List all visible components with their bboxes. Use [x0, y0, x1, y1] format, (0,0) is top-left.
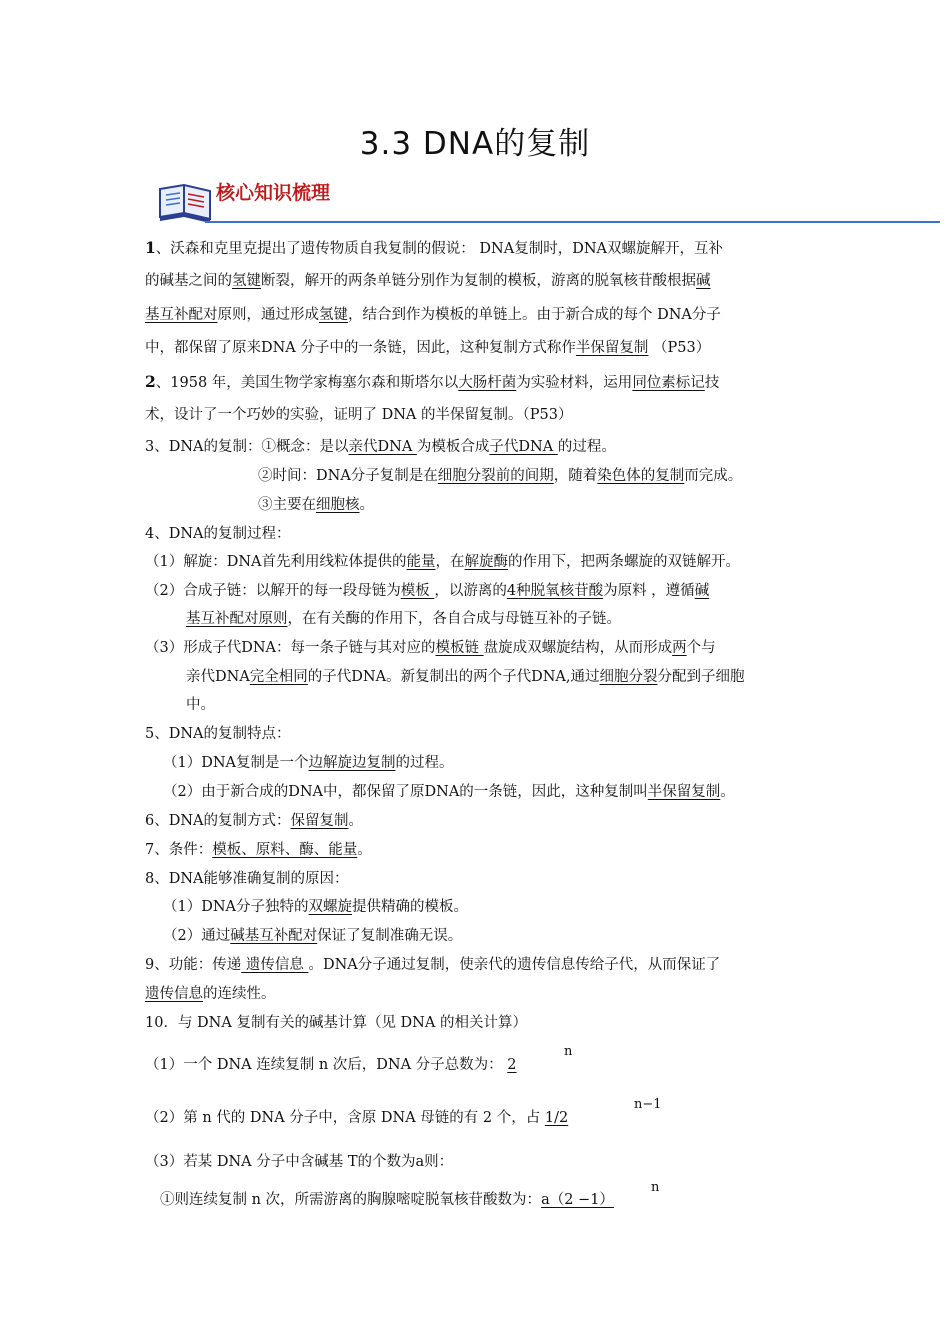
- p3-line-3: ③主要在细胞核。: [258, 497, 374, 513]
- p10-item-4-exponent: n: [651, 1180, 660, 1195]
- p8-item-2: （2）通过碱基互补配对保证了复制准确无误。: [163, 928, 463, 944]
- p8-heading: 8、DNA能够准确复制的原因：: [145, 871, 349, 887]
- p10-item-4: ①则连续复制 n 次，所需游离的胸腺嘧啶脱氧核苷酸数为：a（2 −1）: [160, 1192, 614, 1208]
- p10-item-1-exponent: n: [564, 1044, 573, 1059]
- p4-step-2-cont: 基互补配对原则，在有关酶的作用下，各自合成与母链互补的子链。: [186, 611, 621, 627]
- p2-line-2: 术，设计了一个巧妙的实验，证明了 DNA 的半保留复制。（P53）: [145, 407, 573, 423]
- p10-item-3: （3）若某 DNA 分子中含碱基 T的个数为a则：: [145, 1154, 454, 1170]
- p4-heading: 4、DNA的复制过程：: [145, 526, 291, 542]
- heading-rule: [205, 221, 940, 223]
- p1-line-1: 1、沃森和克里克提出了遗传物质自我复制的假说： DNA复制时，DNA双螺旋解开，互补: [145, 238, 723, 257]
- p1-line-4: 中，都保留了原来DNA 分子中的一条链，因此，这种复制方式称作半保留复制 （P53）: [145, 340, 711, 356]
- p9-line-1: 9、功能：传递 遗传信息 。DNA分子通过复制，使亲代的遗传信息传给子代，从而保证了: [145, 957, 721, 973]
- p5-item-1: （1）DNA复制是一个边解旋边复制的过程。: [163, 755, 454, 771]
- p1-line-2: 的碱基之间的氢键断裂，解开的两条单链分别作为复制的模板，游离的脱氧核苷酸根据碱: [145, 273, 711, 289]
- p6: 6、DNA的复制方式：保留复制。: [145, 813, 364, 829]
- p10-item-1: （1）一个 DNA 连续复制 n 次后，DNA 分子总数为： 2: [145, 1057, 517, 1073]
- p4-step-3: （3）形成子代DNA：每一条子链与其对应的模板链 盘旋成双螺旋结构，从而形成两个与: [145, 640, 716, 656]
- p4-step-1: （1）解旋：DNA首先利用线粒体提供的能量，在解旋酶的作用下，把两条螺旋的双链解开。: [145, 554, 741, 570]
- p7: 7、条件：模板、原料、酶、能量。: [145, 842, 372, 858]
- p8-item-1: （1）DNA分子独特的双螺旋提供精确的模板。: [163, 899, 469, 915]
- p3-line-2: ②时间：DNA分子复制是在细胞分裂前的间期，随着染色体的复制而完成。: [258, 468, 743, 484]
- p5-item-2: （2）由于新合成的DNA中，都保留了原DNA的一条链，因此，这种复制叫半保留复制。: [163, 784, 735, 800]
- book-icon: [160, 185, 210, 223]
- section-heading: 核心知识梳理: [216, 182, 331, 204]
- p3-line-1: 3、DNA的复制：①概念：是以亲代DNA 为模板合成子代DNA 的过程。: [145, 439, 616, 455]
- p10-item-2-exponent: n−1: [634, 1097, 662, 1112]
- p10-heading: 10．与 DNA 复制有关的碱基计算（见 DNA 的相关计算）: [145, 1015, 527, 1031]
- p10-item-2: （2）第 n 代的 DNA 分子中，含原 DNA 母链的有 2 个，占 1/2: [145, 1110, 569, 1126]
- p9-line-2: 遗传信息的连续性。: [145, 986, 276, 1002]
- p5-heading: 5、DNA的复制特点：: [145, 726, 291, 742]
- page-title: 3.3 DNA的复制: [359, 126, 591, 162]
- p4-step-3-end: 中。: [186, 697, 215, 713]
- p4-step-3-cont: 亲代DNA完全相同的子代DNA。新复制出的两个子代DNA,通过细胞分裂分配到子细胞: [186, 669, 745, 685]
- p4-step-2: （2）合成子链：以解开的每一段母链为模板 ，以游离的4种脱氧核苷酸为原料 ，遵循碱: [145, 583, 710, 599]
- p1-line-3: 基互补配对原则，通过形成氢键，结合到作为模板的单链上。由于新合成的每个 DNA分子: [145, 307, 721, 323]
- p2-line-1: 2、1958 年，美国生物学家梅塞尔森和斯塔尔以大肠杆菌为实验材料，运用同位素标记技: [145, 372, 720, 391]
